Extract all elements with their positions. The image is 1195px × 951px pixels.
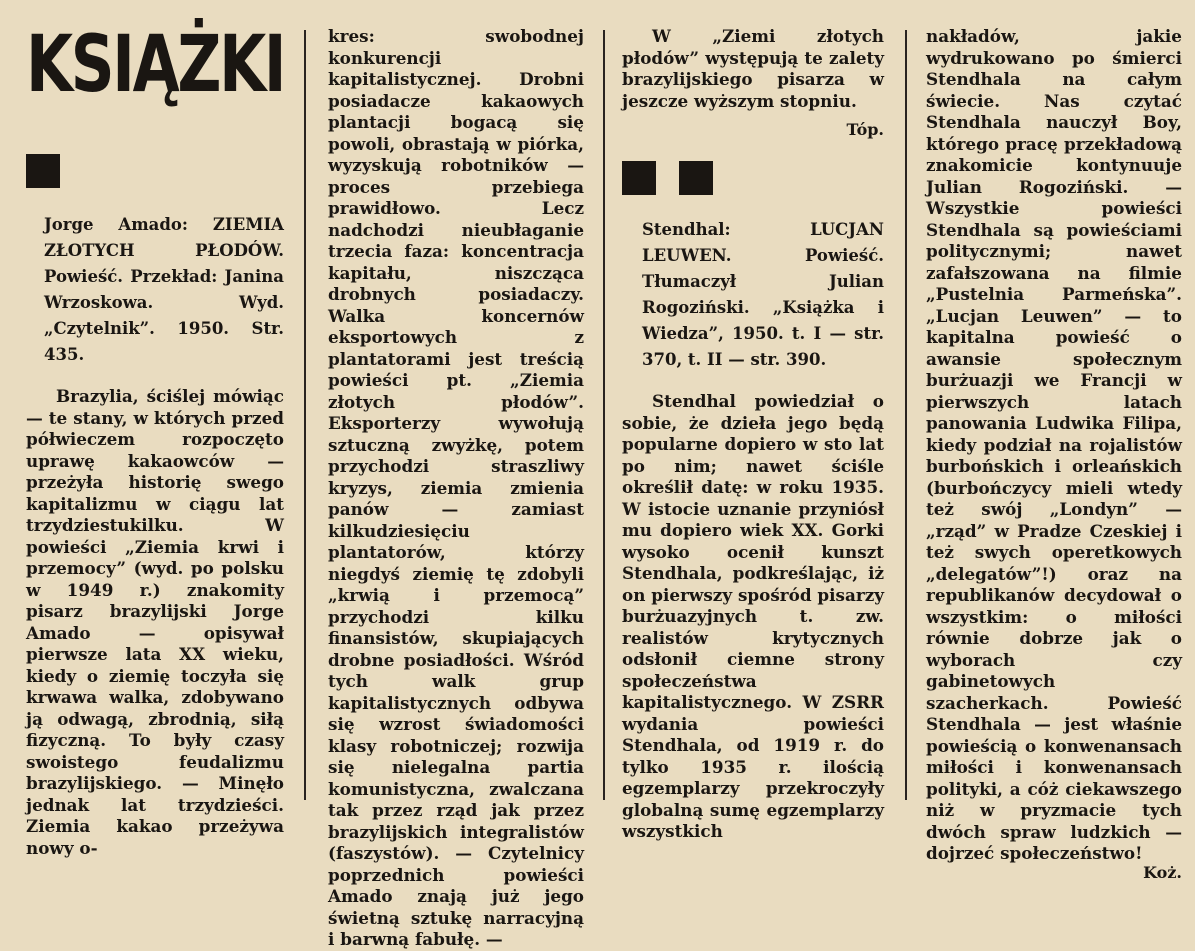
black-square-icon — [622, 161, 656, 195]
section-title: KSIĄŻKI — [26, 20, 285, 110]
review1-body-part3: W „Ziemi złotych płodów” występują te zalety brazylijskiego pisarza w jeszcze wyższym stopniu. — [622, 26, 884, 111]
black-square-icon — [26, 154, 60, 188]
review1-signature: Tóp. — [846, 120, 884, 139]
review2-body-part1: Stendhal powiedział o sobie, że dzieła jego będą popularne dopiero w sto lat po nim; nawet ściśle określił datę: w roku 1935. W istocie uznanie przyniósł mu dopiero wiek XX. Gorki wysoko ocenił kunszt Stendhala, podkreślając, iż on pierwszy spośród pisarzy burżuazyjnych t. zw. realistów krytycznych odsłonił ciemne strony społeczeństwa kapitalistycznego. W ZSRR wydania powieści Stendhala, od 1919 r. do tylko 1935 r. ilością egzemplarzy przekroczyły globalną sumę egzemplarzy wszystkich — [622, 391, 884, 841]
review1-body-part1: Brazylia, ściślej mówiąc — te stany, w których przed półwieczem rozpoczęto uprawę kakaowców — przeżyła historię swego kapitalizmu w ciągu lat trzydziestukilku. W powieści „Ziemia krwi i przemocy” (wyd. po polsku w 1949 r.) znakomity pisarz brazylijski Jorge Amado — opisywał pierwsze lata XX wieku, kiedy o ziemię toczyła się krwawa walka, zdobywano ją odwagą, zbrodnią, siłą fizyczną. To były czasy swoistego feudalizmu brazylijskiego. — Minęło jednak lat trzydzieści. Ziemia kakao przeżywa nowy o- — [26, 386, 284, 858]
review1-body-part2: kres: swobodnej konkurencji kapitalistycznej. Drobni posiadacze kakaowych plantacji bogacą się powoli, obrastają w piórka, wyzyskują robotników — proces przebiega prawidłowo. Lecz nadchodzi nieubłaganie trzecia faza: koncentracja kapitału, niszcząca drobnych posiadaczy. Walka koncernów eksportowych z plantatorami jest treścią powieści pt. „Ziemia złotych płodów”. Eksporterzy wywołują sztuczną zwyżkę, potem przychodzi straszliwy kryzys, ziemia zmienia panów — zamiast kilkudziesięciu plantatorów, którzy niegdyś ziemię tę zdobyli „krwią i przemocą” przychodzi kilku finansistów, skupiających drobne posiadłości. Wśród tych walk grup kapitalistycznych odbywa się wzrost świadomości klasy robotniczej; rozwija się nielegalna partia komunistyczna, zwalczana tak przez rząd jak przez brazylijskich integralistów (faszystów). — Czytelnicy poprzednich powieści Amado znają już jego świetną sztukę narracyjną i barwną fabułę. — — [328, 26, 584, 949]
review-marker — [26, 154, 284, 192]
black-square-icon — [679, 161, 713, 195]
column-2 — [328, 26, 584, 951]
column-4 — [926, 26, 1182, 882]
column-3 — [622, 26, 884, 843]
review2-body-part2: nakładów, jakie wydrukowano po śmierci Stendhala na całym świecie. Nas czytać Stendhala nauczył Boy, którego pracę przekładową znakomicie kontynuuje Julian Rogoziński. — Wszystkie powieści Stendhala są powieściami politycznymi; nawet zafałszowana na filmie „Pustelnia Parmeńska”. „Lucjan Leuwen” — to kapitalna powieść o awansie społecznym burżuazji we Francji w pierwszych latach panowania Ludwika Filipa, kiedy podział na rojalistów burbońskich i orleańskich (burbończycy mieli wtedy też swój „Londyn” — „rząd” w Pradze Czeskiej i też swych operetkowych „delegatów”!) oraz na republikanów decydował o wszystkim: o miłości równie dobrze jak o wyborach czy gabinetowych szacherkach. Powieść Stendhala — jest właśnie powieścią o konwenansach miłości i konwenansach polityki, a cóż ciekawszego niż w pryzmacie tych dwóch spraw ludzkich — dojrzeć społeczeństwo! — [926, 26, 1182, 863]
column-rule — [603, 30, 605, 800]
review2-signature: Koż. — [1143, 862, 1182, 882]
column-rule — [304, 30, 306, 800]
column-1 — [26, 20, 285, 859]
review2-heading: Stendhal: LUCJAN LEUWEN. Powieść. Tłumaczył Julian Rogoziński. „Książka i Wiedza”, 1950. t. I — str. 370, t. II — str. 390. — [642, 220, 884, 369]
column-rule — [905, 30, 907, 800]
review1-heading: Jorge Amado: ZIEMIA ZŁOTYCH PŁODÓW. Powieść. Przekład: Janina Wrzoskowa. Wyd. „Czytelnik”. 1950. Str. 435. — [44, 215, 284, 364]
review-marker — [622, 161, 884, 199]
